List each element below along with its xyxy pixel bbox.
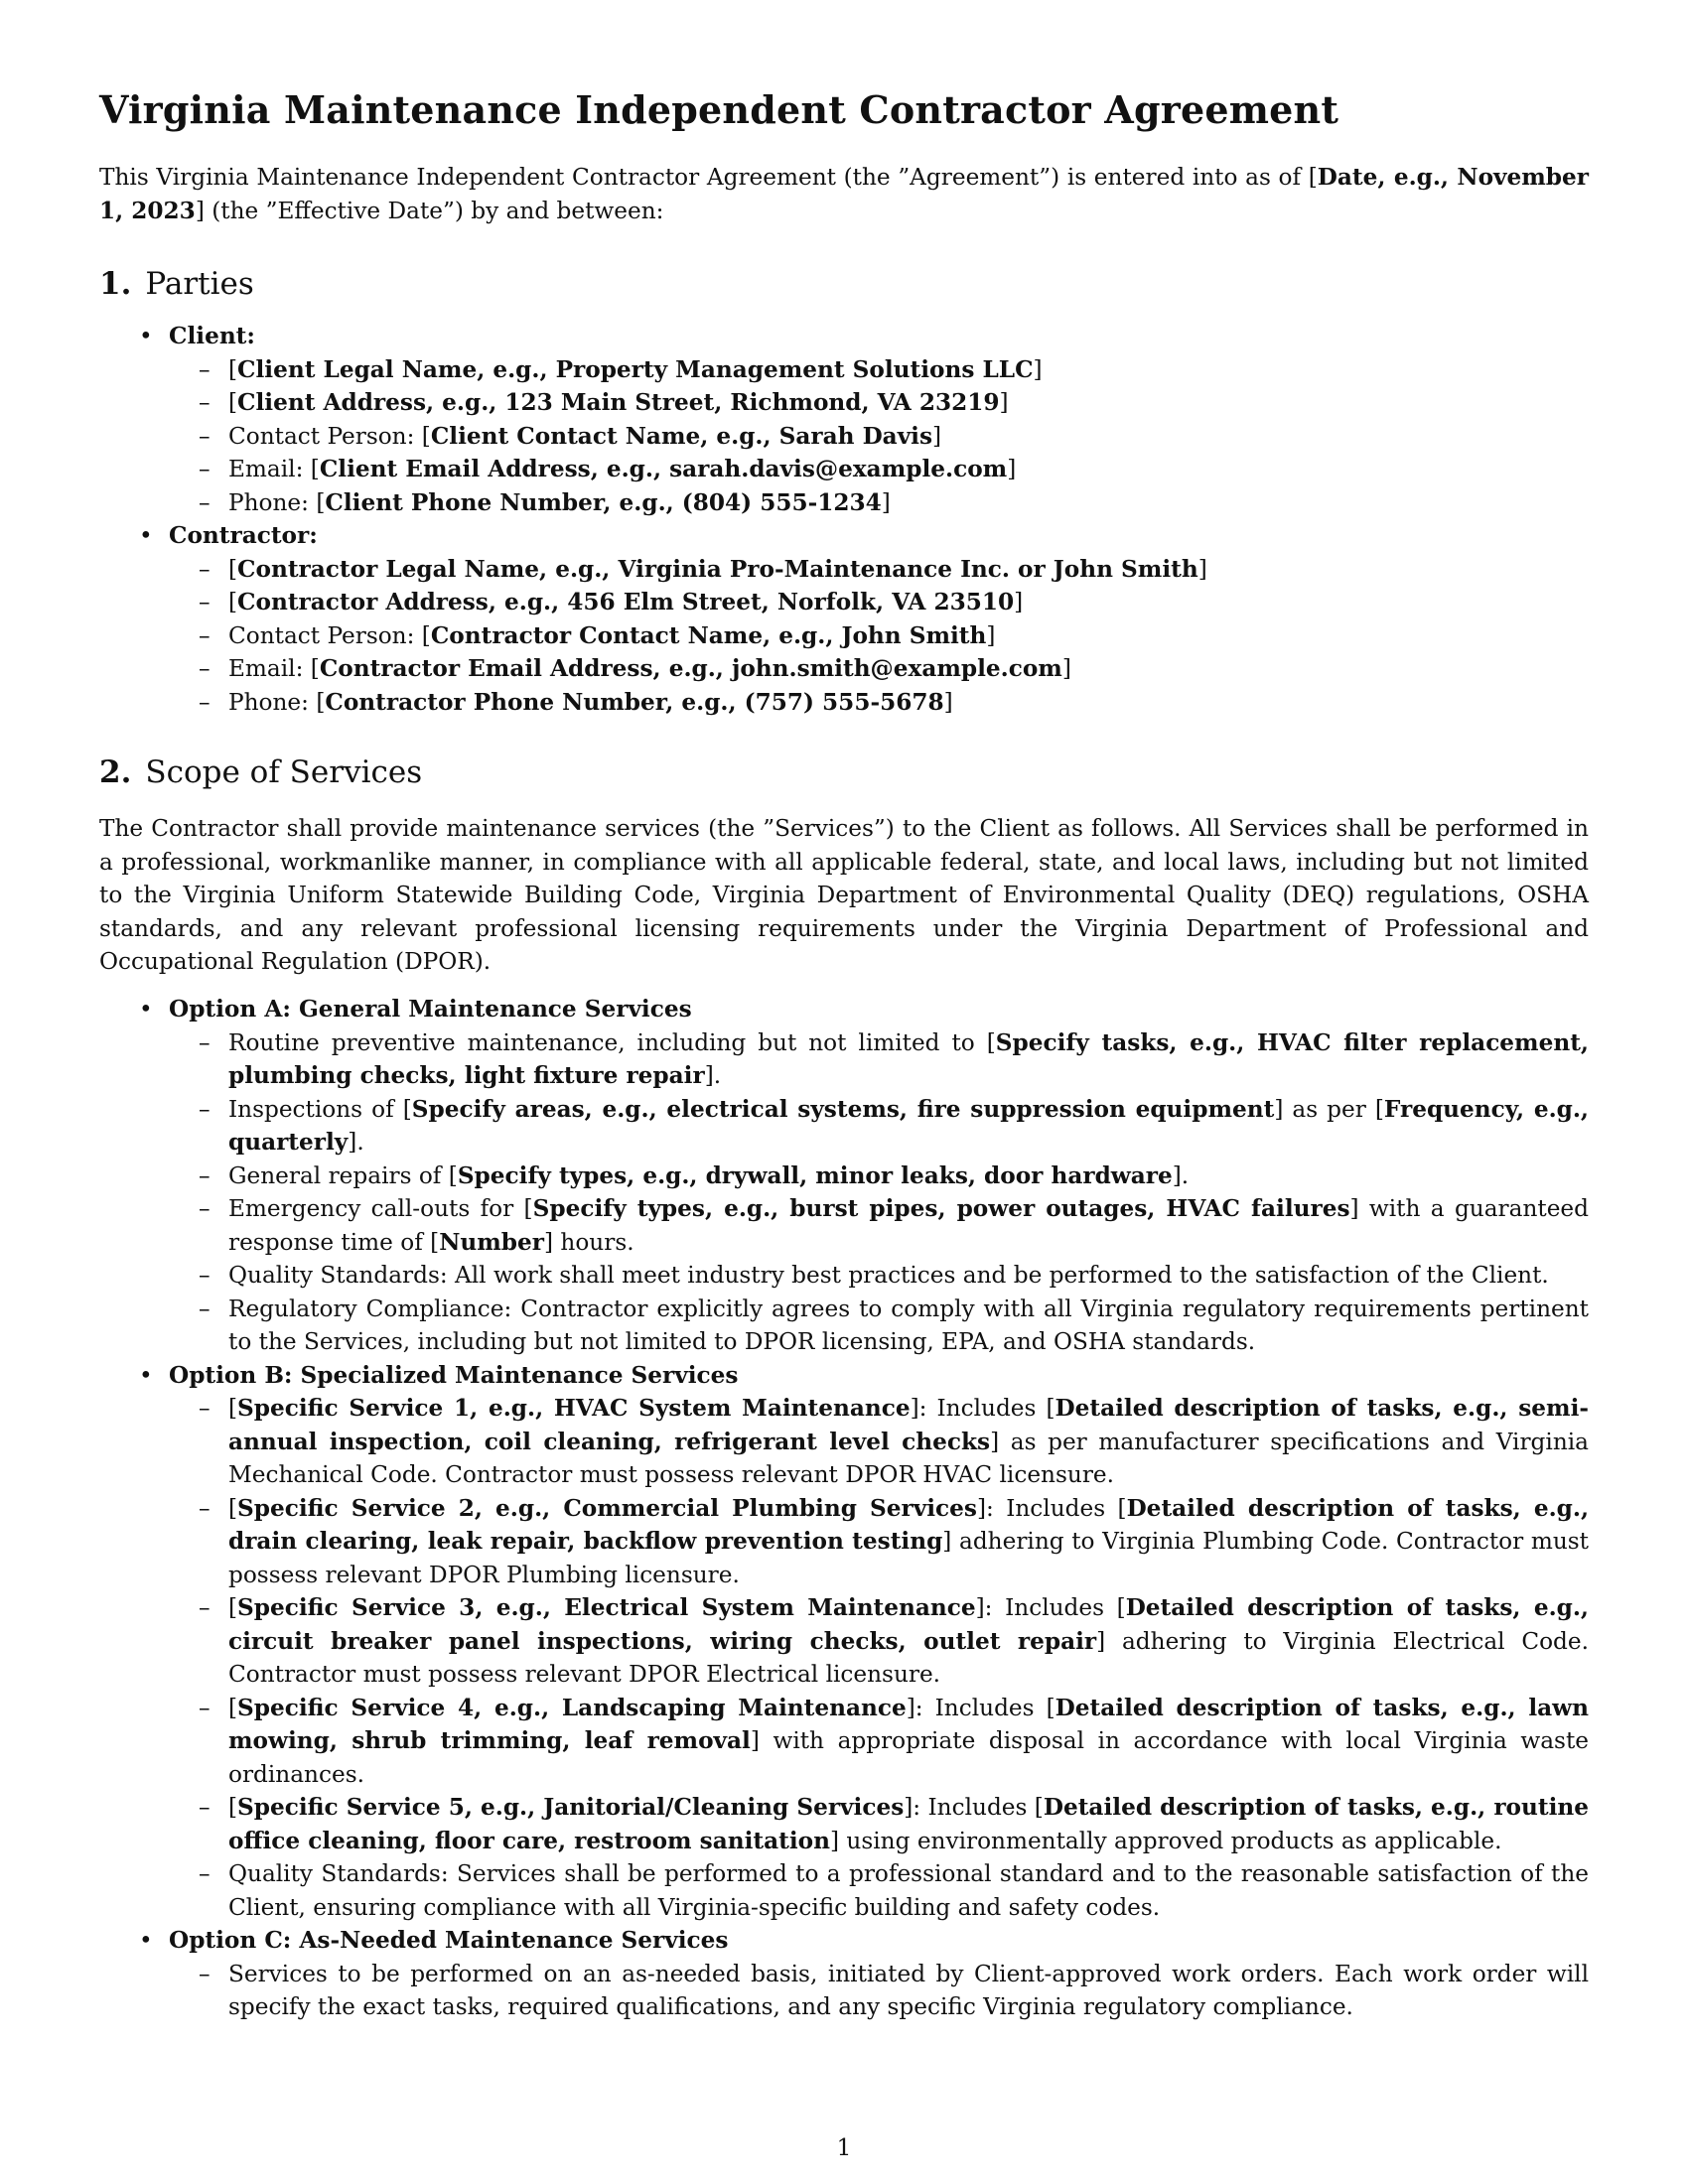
placeholder: Specify types, e.g., drywall, minor leaks, door hardware — [457, 1161, 1173, 1189]
text: ]: Includes [ — [975, 1594, 1126, 1621]
client-address — [169, 386, 1589, 420]
dash-icon: – — [199, 389, 211, 416]
dash-icon: – — [199, 1594, 211, 1621]
option-a-label: Option A: General Maintenance Services — [169, 996, 692, 1023]
placeholder: Detailed description of tasks, e.g., drain clearing, leak repair, backflow prevention testing — [228, 1494, 1590, 1555]
client-phone — [169, 486, 1589, 520]
option-b-items — [169, 1392, 1589, 1924]
placeholder: Detailed description of tasks, e.g., circuit breaker panel inspections, wiring checks, outlet repair — [228, 1594, 1589, 1655]
text: ] — [999, 389, 1009, 416]
text: ] — [1197, 555, 1207, 583]
client-block — [99, 320, 1589, 519]
placeholder: Detailed description of tasks, e.g., semi-annual inspection, coil cleaning, refrigerant level checks — [228, 1395, 1589, 1455]
dash-icon: – — [199, 1095, 211, 1123]
placeholder: Contractor Address, e.g., 456 Elm Street, Norfolk, VA 23510 — [237, 589, 1015, 615]
dash-icon: – — [199, 1494, 211, 1522]
option-b-item — [169, 1492, 1589, 1592]
option-b-label: Option B: Specialized Maintenance Services — [169, 1361, 739, 1389]
placeholder: Contractor Legal Name, e.g., Virginia Pro-Maintenance Inc. or John Smith — [237, 555, 1198, 583]
intro-text-end: ] (the ”Effective Date”) by and between: — [195, 197, 664, 224]
option-c — [99, 1924, 1589, 2024]
intro-paragraph — [99, 161, 1589, 227]
scope-options-list — [99, 993, 1589, 2024]
text: Phone: [ — [228, 688, 326, 716]
text: Quality Standards: All work shall meet industry best practices and be performed to the satisfaction of the Client. — [228, 1262, 1549, 1289]
text: ] adhering to Virginia Electrical Code. Contractor must possess relevant DPOR Electrical licensure. — [228, 1627, 1589, 1688]
contractor-address — [169, 586, 1589, 619]
text: [ — [228, 1494, 238, 1522]
placeholder: Specific Service 4, e.g., Landscaping Maintenance — [237, 1694, 907, 1721]
text: Contact Person: [ — [228, 621, 431, 649]
placeholder: Frequency, e.g., quarterly — [228, 1095, 1590, 1156]
dash-icon: – — [199, 621, 211, 649]
placeholder: Specific Service 1, e.g., HVAC System Maintenance — [237, 1395, 911, 1422]
text: Routine preventive maintenance, including but not limited to [ — [228, 1028, 996, 1056]
scope-paragraph: The Contractor shall provide maintenance services (the ”Services”) to the Client as follows. All Services shall be performed in a professional, workmanlike manner, in compliance with all applicable federal, state, and local laws, including but not limited to the Virginia Uniform Statewide Building Code, Virginia Department of Environmental Quality (DEQ) regulations, OSHA standards, and any relevant professional licensing requirements under the Virginia Department of Professional and Occupational Regulation (DPOR). — [99, 815, 1589, 975]
client-legal-name — [169, 353, 1589, 387]
placeholder: Number — [439, 1228, 544, 1256]
dash-icon: – — [199, 1794, 211, 1821]
text: ] — [881, 488, 891, 516]
contractor-label: Contractor: — [169, 522, 318, 549]
dash-icon: – — [199, 422, 211, 450]
text: Quality Standards: Services shall be performed to a professional standard and to the reasonable satisfaction of the Client, ensuring compliance with all Virginia-specific building and safety codes. — [228, 1860, 1589, 1921]
dash-icon: – — [199, 655, 211, 682]
text: [ — [228, 1594, 238, 1621]
document-title: Virginia Maintenance Independent Contractor Agreement — [99, 87, 1339, 132]
contractor-contact — [169, 619, 1589, 653]
parties-list — [99, 320, 1589, 719]
placeholder: Specific Service 5, e.g., Janitorial/Cleaning Services — [237, 1794, 905, 1821]
placeholder: Specify types, e.g., burst pipes, power outages, HVAC failures — [532, 1195, 1350, 1222]
text: [ — [228, 355, 238, 383]
contractor-email — [169, 652, 1589, 686]
text: ] with a guaranteed response time of [ — [228, 1195, 1589, 1256]
dash-icon: – — [199, 456, 211, 482]
option-a-item — [169, 1093, 1589, 1160]
text: [ — [228, 589, 238, 615]
text: Phone: [ — [228, 488, 326, 516]
option-c-item — [169, 1958, 1589, 2024]
option-b-item — [169, 1692, 1589, 1792]
text: Regulatory Compliance: Contractor explicitly agrees to comply with all Virginia regulatory requirements pertinent to the Services, including but not limited to DPOR licensing, EPA, and OSHA standards. — [228, 1295, 1589, 1355]
text: Services to be performed on an as-needed basis, initiated by Client-approved work orders. Each work order will specify the exact tasks, required qualifications, and any specific Virginia regulatory compliance. — [228, 1960, 1589, 2020]
client-label: Client: — [169, 323, 255, 349]
dash-icon: – — [199, 1161, 211, 1189]
text: ] — [1007, 456, 1017, 482]
option-b-item — [169, 1791, 1589, 1857]
text: General repairs of [ — [228, 1161, 458, 1189]
option-a — [99, 993, 1589, 1359]
text: ] adhering to Virginia Plumbing Code. Contractor must possess relevant DPOR Plumbing licensure. — [228, 1528, 1589, 1588]
option-a-item — [169, 1192, 1589, 1259]
placeholder: Detailed description of tasks, e.g., routine office cleaning, floor care, restroom sanitation — [228, 1794, 1590, 1854]
dash-icon: – — [199, 589, 211, 615]
text: ] — [932, 422, 942, 450]
dash-icon: – — [199, 488, 211, 516]
option-b-item — [169, 1591, 1589, 1692]
text: ] — [1014, 589, 1024, 615]
dash-icon: – — [199, 1860, 211, 1887]
bullet-icon: • — [139, 522, 153, 549]
client-details — [169, 353, 1589, 520]
text: [ — [228, 389, 238, 416]
dash-icon: – — [199, 355, 211, 383]
dash-icon: – — [199, 688, 211, 716]
text: ] — [943, 688, 953, 716]
text: ]: Includes [ — [976, 1494, 1127, 1522]
placeholder: Client Address, e.g., 123 Main Street, Richmond, VA 23219 — [237, 389, 1000, 416]
placeholder: Client Phone Number, e.g., (804) 555-1234 — [325, 488, 882, 516]
text: ] hours. — [544, 1228, 634, 1256]
dash-icon: – — [199, 1195, 211, 1222]
text: [ — [228, 1694, 238, 1721]
dash-icon: – — [199, 555, 211, 583]
text: ] as per [ — [1274, 1095, 1384, 1123]
placeholder: Detailed description of tasks, e.g., lawn mowing, shrub trimming, leaf removal — [228, 1694, 1589, 1754]
document-page — [99, 0, 1589, 2184]
text: ]: Includes [ — [906, 1694, 1055, 1721]
section-number: 2. — [99, 754, 132, 790]
text: ]. — [348, 1129, 364, 1156]
text: ]. — [1172, 1161, 1190, 1189]
text: Email: [ — [228, 655, 320, 682]
intro-text: This Virginia Maintenance Independent Contractor Agreement (the ”Agreement”) is entered into as of [ — [99, 164, 1318, 191]
placeholder: Specify areas, e.g., electrical systems, fire suppression equipment — [411, 1095, 1275, 1123]
text: [ — [228, 555, 238, 583]
section-number: 1. — [99, 266, 132, 302]
dash-icon: – — [199, 1028, 211, 1056]
option-a-item — [169, 1293, 1589, 1359]
section-heading-parties — [99, 266, 254, 302]
bullet-icon: • — [139, 1361, 153, 1389]
text: [ — [228, 1395, 238, 1422]
option-a-item — [169, 1259, 1589, 1293]
text: Inspections of [ — [228, 1095, 412, 1123]
bullet-icon: • — [139, 1927, 153, 1954]
contractor-legal-name — [169, 553, 1589, 587]
section-title: Scope of Services — [145, 754, 423, 790]
placeholder: Contractor Contact Name, e.g., John Smith — [430, 621, 987, 649]
option-a-items — [169, 1026, 1589, 1359]
dash-icon: – — [199, 1262, 211, 1289]
text: ] with appropriate disposal in accordance with local Virginia waste ordinances. — [228, 1727, 1589, 1788]
placeholder: Client Contact Name, e.g., Sarah Davis — [430, 422, 933, 450]
text: [ — [228, 1794, 238, 1821]
placeholder: Contractor Phone Number, e.g., (757) 555-5678 — [325, 688, 944, 716]
placeholder: Specific Service 3, e.g., Electrical System Maintenance — [237, 1594, 976, 1621]
text: ] — [1061, 655, 1071, 682]
text: Emergency call-outs for [ — [228, 1195, 533, 1222]
placeholder: Client Legal Name, e.g., Property Management Solutions LLC — [237, 355, 1034, 383]
client-contact — [169, 420, 1589, 454]
text: ] — [986, 621, 996, 649]
section-title: Parties — [145, 266, 254, 302]
dash-icon: – — [199, 1694, 211, 1721]
placeholder: Specific Service 2, e.g., Commercial Plumbing Services — [237, 1494, 977, 1522]
placeholder: Contractor Email Address, e.g., john.smith@example.com — [319, 655, 1062, 682]
text: ]: Includes [ — [904, 1794, 1044, 1821]
placeholder: Client Email Address, e.g., sarah.davis@example.com — [319, 456, 1008, 482]
text: ]: Includes [ — [910, 1395, 1055, 1422]
option-c-items — [169, 1958, 1589, 2024]
placeholder: Specify tasks, e.g., HVAC filter replacement, plumbing checks, light fixture repair — [228, 1028, 1589, 1089]
contractor-phone — [169, 686, 1589, 720]
bullet-icon: • — [139, 323, 153, 349]
client-email — [169, 453, 1589, 486]
text: Contact Person: [ — [228, 422, 431, 450]
dash-icon: – — [199, 1960, 211, 1987]
option-a-item — [169, 1026, 1589, 1093]
option-c-label: Option C: As-Needed Maintenance Services — [169, 1927, 729, 1954]
option-a-item — [169, 1160, 1589, 1193]
effective-date-placeholder: Date, e.g., November 1, 2023 — [99, 164, 1589, 224]
dash-icon: – — [199, 1395, 211, 1422]
text: Email: [ — [228, 456, 320, 482]
contractor-block — [99, 519, 1589, 719]
option-b — [99, 1359, 1589, 1925]
option-b-item — [169, 1857, 1589, 1924]
section-heading-scope — [99, 754, 422, 790]
text: ]. — [704, 1062, 722, 1089]
bullet-icon: • — [139, 996, 153, 1023]
contractor-details — [169, 553, 1589, 720]
dash-icon: – — [199, 1295, 211, 1322]
text: ] using environmentally approved products as applicable. — [830, 1827, 1502, 1854]
text: ] — [1033, 355, 1043, 383]
option-b-item — [169, 1392, 1589, 1492]
text: ] as per manufacturer specifications and Virginia Mechanical Code. Contractor must possess relevant DPOR HVAC licensure. — [228, 1428, 1589, 1488]
page-number: 1 — [836, 2134, 852, 2161]
